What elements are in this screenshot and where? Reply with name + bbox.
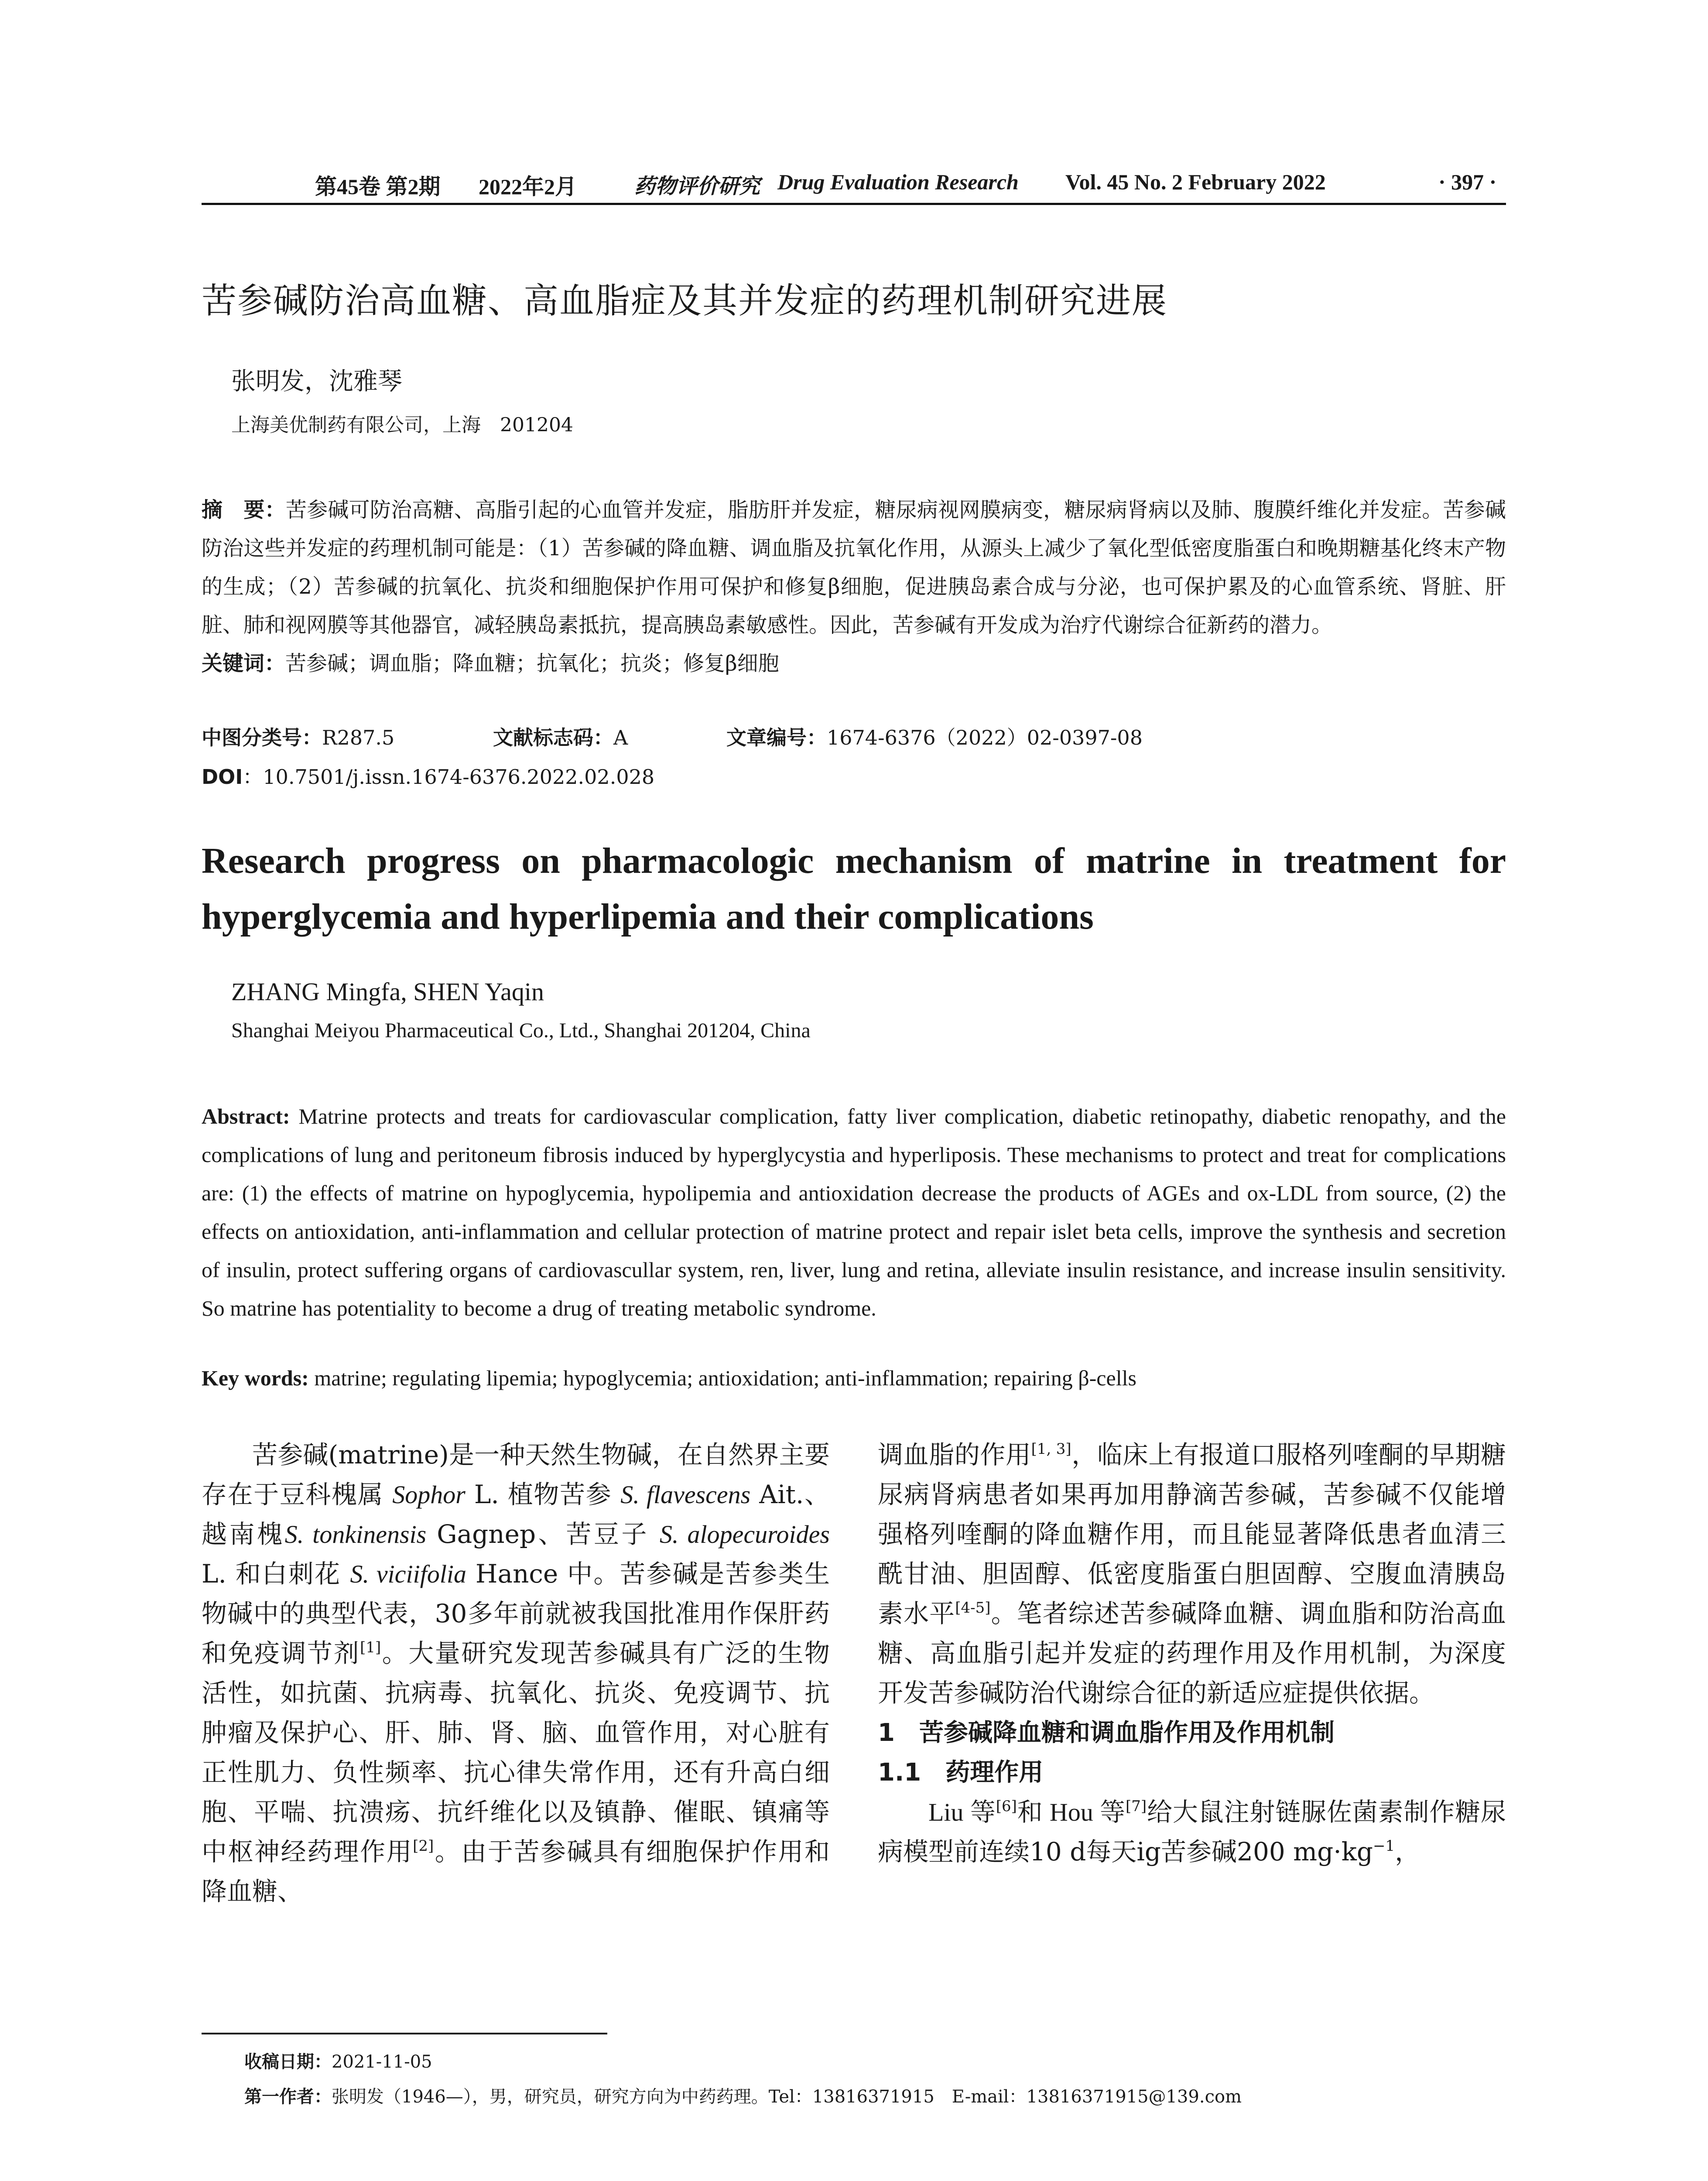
citation-ref: [2] [413, 1837, 434, 1855]
en-abstract-text: Matrine protects and treats for cardiovascular complication, fatty liver complication, diabetic retinopathy, diabetic renopathy, and the complications of lung and peritoneum fibrosis induced by hyperglycystia and hyperliposis. These mechanisms to protect and treat for complications are: (1) the effects of matrine on hypoglycemia, hypolipemia and antioxidation decrease the products of AGEs and ox-LDL from source, (2) the effects on antioxidation, anti-inflammation and cellular protection of matrine protect and repair islet beta cells, improve the synthesis and secretion of insulin, protect suffering organs of cardiovascullar system, ren, liver, lung and retina, alleviate insulin resistance, and increase insulin sensitivity. So matrine has potentiality to become a drug of treating metabolic syndrome. [202, 1104, 1506, 1320]
header-rule [202, 203, 1506, 205]
body-text: ，临床上有报道口服格列喹酮的早期糖尿病肾病患者如果再加用静滴苦参碱，苦参碱不仅能增强格列喹酮的降血糖作用，而且能显著降低患者血清三酰甘油、胆固醇、低密度脂蛋白胆固醇、空腹血清胰岛素水平 [878, 1440, 1506, 1628]
body-text: 调血脂的作用 [878, 1440, 1031, 1470]
first-author-info: 张明发（1946—），男，研究员，研究方向为中药药理。Tel：13816371915 E-mail：13816371915@139.com [332, 2087, 1242, 2107]
en-authors: ZHANG Mingfa, SHEN Yaqin [231, 978, 544, 1006]
en-keywords [202, 1365, 1136, 1391]
body-text: L. 和白刺花 [202, 1559, 350, 1589]
header-vol-issue-cn: 第45卷 第2期 [315, 174, 441, 199]
cn-article-id-value: 1674-6376（2022）02-0397-08 [827, 726, 1143, 749]
cn-clc-label: 中图分类号： [202, 726, 322, 749]
species-name: S. viciifolia [350, 1560, 467, 1588]
cn-clc-value: R287.5 [322, 726, 395, 749]
en-keywords-text: matrine; regulating lipemia; hypoglycemia; antioxidation; anti-inflammation; repairing β-cells [314, 1366, 1136, 1390]
unit-superscript: −1 [1373, 1837, 1395, 1855]
body-text: 。笔者综述苦参碱降血糖、调血脂和防治高血糖、高血脂引起并发症的药理作用及作用机制，为深度开发苦参碱防治代谢综合征的新适应症提供依据。 [878, 1599, 1506, 1708]
body-text: 苦参碱(matrine)是一种天然生物碱，在自然界主要存在于豆科槐属 [202, 1440, 830, 1509]
species-name: S. tonkinensis [284, 1520, 427, 1549]
cn-doi-value: ：10.7501/j.issn.1674-6376.2022.02.028 [243, 765, 655, 789]
body-text: L. 植物苦参 [465, 1480, 621, 1509]
body-text: 和 Hou 等 [1017, 1798, 1126, 1826]
section-heading-1: 1 苦参碱降血糖和调血脂作用及作用机制 [878, 1719, 1335, 1747]
cn-doc-code-label: 文献标志码： [493, 726, 613, 749]
citation-ref: [6] [996, 1798, 1017, 1815]
header-vol-issue-en: Vol. 45 No. 2 February 2022 [1065, 170, 1326, 194]
header-date-cn: 2022年2月 [479, 174, 577, 199]
first-author-label: 第一作者： [244, 2087, 332, 2107]
section-heading-1-1: 1.1 药理作用 [878, 1758, 1044, 1787]
en-title: Research progress on pharmacologic mechanism of matrine in treatment for hyperglycemia and hyperlipemia and their complications [202, 841, 1506, 937]
species-name: S. flavescens [620, 1480, 751, 1509]
body-paragraph [202, 1435, 830, 1911]
species-name: S. alopecuroides [659, 1520, 830, 1549]
citation-ref: [4-5] [955, 1599, 991, 1617]
en-abstract [202, 1097, 1506, 1327]
body-right-column [878, 1435, 1506, 1872]
cn-keywords-label: 关键词： [202, 651, 286, 676]
footnote-rule [202, 2033, 607, 2034]
footnote-received [244, 2048, 432, 2073]
cn-doi-label: DOI [202, 765, 243, 789]
cn-authors: 张明发，沈雅琴 [231, 367, 402, 396]
cn-article-id [726, 722, 1143, 751]
header-journal-en: Drug Evaluation Research [777, 170, 1019, 194]
body-paragraph [878, 1435, 1506, 1713]
cn-abstract-text: 苦参碱可防治高糖、高脂引起的心血管并发症，脂肪肝并发症，糖尿病视网膜病变，糖尿病肾病以及肺、腹膜纤维化并发症。苦参碱防治这些并发症的药理机制可能是：（1）苦参碱的降血糖、调血脂及抗氧化作用，从源头上减少了氧化型低密度脂蛋白和晚期糖基化终末产物的生成；（2）苦参碱的抗氧化、抗炎和细胞保护作用可保护和修复β细胞，促进胰岛素合成与分泌，也可保护累及的心血管系统、肾脏、肝脏、肺和视网膜等其他器官，减轻胰岛素抵抗，提高胰岛素敏感性。因此，苦参碱有开发成为治疗代谢综合征新药的潜力。 [202, 498, 1506, 637]
cn-clc [202, 722, 394, 751]
received-date: 2021-11-05 [332, 2052, 432, 2072]
body-text: 给大鼠注射链脲佐菌素制作糖尿病模型前连续10 d每天ig苦参碱200 mg·kg [878, 1797, 1506, 1866]
en-keywords-label: Key words: [202, 1366, 309, 1390]
cn-title: 苦参碱防治高血糖、高血脂症及其并发症的药理机制研究进展 [202, 280, 1167, 321]
body-text: Ait.、越南槐 [202, 1480, 830, 1549]
cn-abstract-label: 摘 要： [202, 498, 286, 522]
citation-ref: [1] [360, 1639, 381, 1656]
cn-keywords: 苦参碱；调血脂；降血糖；抗氧化；抗炎；修复β细胞 [285, 651, 779, 676]
body-text: ， [1395, 1837, 1420, 1866]
received-label: 收稿日期： [244, 2052, 332, 2072]
en-abstract-label: Abstract: [202, 1104, 290, 1128]
citation-ref: [7] [1126, 1798, 1147, 1815]
cn-abstract [202, 491, 1506, 683]
body-left-column [202, 1435, 830, 1911]
body-paragraph [878, 1792, 1506, 1872]
cn-doi [202, 761, 654, 790]
body-text: Gagnep、苦豆子 [426, 1519, 660, 1549]
header-journal-cn-logo: 药物评价研究 [634, 174, 760, 198]
running-header [202, 169, 1510, 200]
body-text: 。由于苦参碱具有细胞保护作用和降血糖、 [202, 1837, 830, 1906]
body-text: 。大量研究发现苦参碱具有广泛的生物活性，如抗菌、抗病毒、抗氧化、抗炎、免疫调节、抗肿瘤及保护心、肝、肺、肾、脑、血管作用，对心脏有正性肌力、负性频率、抗心律失常作用，还有升高白细胞、平喘、抗溃疡、抗纤维化以及镇静、催眠、镇痛等中枢神经药理作用 [202, 1638, 830, 1866]
body-text: Hance 中。苦参碱是苦参类生物碱中的典型代表，30多年前就被我国批准用作保肝药和免疫调节剂 [202, 1559, 830, 1668]
cn-doc-code-value: A [613, 726, 628, 749]
cn-doc-code [493, 722, 628, 751]
en-affiliation: Shanghai Meiyou Pharmaceutical Co., Ltd., Shanghai 201204, China [231, 1019, 811, 1042]
genus-name: Sophor [392, 1480, 466, 1509]
body-text: Liu 等 [928, 1798, 996, 1826]
cn-affiliation: 上海美优制药有限公司，上海 201204 [231, 414, 573, 436]
cn-article-id-label: 文章编号： [726, 726, 827, 749]
footnote-first-author [244, 2083, 1242, 2108]
citation-ref: [1, 3] [1031, 1440, 1071, 1458]
header-page-number: · 397 · [1438, 170, 1497, 194]
